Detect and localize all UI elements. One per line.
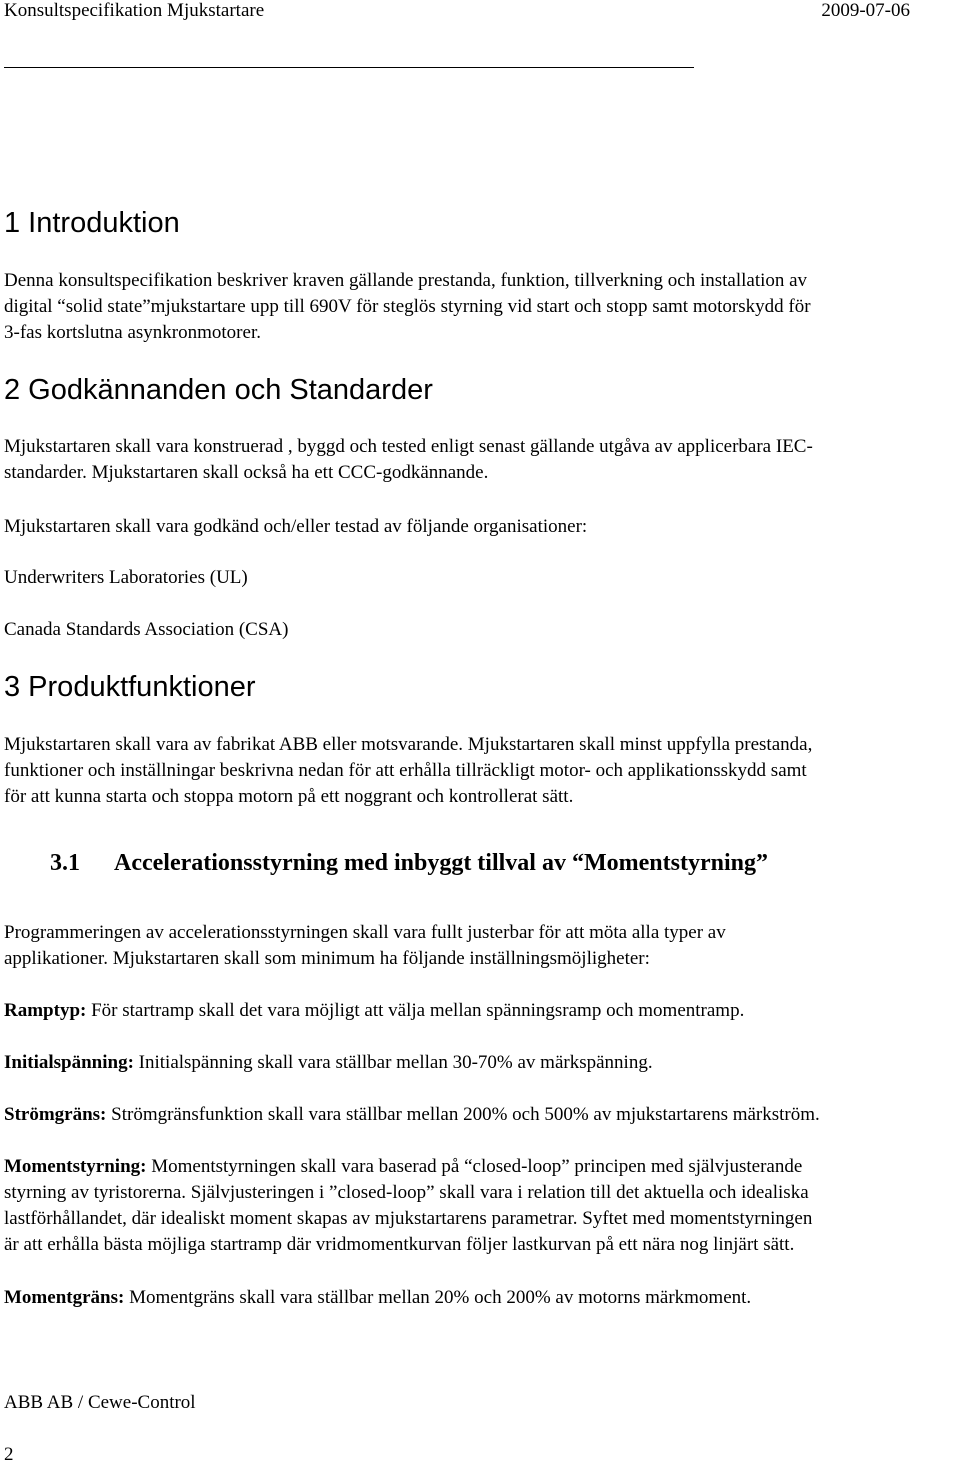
paragraph-line: styrning av tyristorerna. Självjusteringen i ”closed-loop” skall vara i relation till det aktuella och idealiska [4,1182,809,1203]
stromgrans-text: Strömgränsfunktion skall vara ställbar mellan 200% och 500% av mjukstartarens märkström. [106,1104,820,1125]
organisation-ul: Underwriters Laboratories (UL) [4,567,248,588]
section-1-paragraph [4,268,811,346]
ramptyp-text: För startramp skall det vara möjligt att välja mellan spänningsramp och momentramp. [86,1000,745,1021]
section-3-1-heading: Accelerationsstyrning med inbyggt tillval av “Momentstyrning” [114,850,768,876]
momentstyrning-item [4,1154,812,1258]
organisation-csa: Canada Standards Association (CSA) [4,619,289,640]
initialspanning-item [4,1050,653,1076]
page-number: 2 [4,1444,14,1465]
footer-company: ABB AB / Cewe-Control [4,1392,196,1413]
paragraph-line: funktioner och inställningar beskrivna nedan för att erhålla tillräckligt motor- och applikationsskydd samt [4,760,807,781]
stromgrans-item [4,1102,820,1128]
momentgrans-text: Momentgräns skall vara ställbar mellan 20% och 200% av motorns märkmoment. [124,1287,752,1308]
ramptyp-label: Ramptyp: [4,1000,87,1021]
section-3-1-intro [4,920,726,972]
header-title: Konsultspecifikation Mjukstartare [4,0,265,21]
section-2-paragraph-1 [4,434,813,486]
paragraph-line: är att erhålla bästa möjliga startramp där vridmomentkurvan följer lastkurvan på ett nära nog linjärt sätt. [4,1234,795,1255]
paragraph-line: lastförhållandet, där idealiskt moment skapas av mjukstartarens parametrar. Syftet med momentstyrningen [4,1208,813,1229]
paragraph-line: Mjukstartaren skall vara konstruerad , byggd och tested enligt senast gällande utgåva av applicerbara IEC- [4,436,813,457]
section-3-1-number: 3.1 [50,850,80,876]
section-3-paragraph [4,732,812,810]
header-date: 2009-07-06 [821,0,910,21]
section-1-heading: 1 Introduktion [4,207,180,239]
initialspanning-label: Initialspänning: [4,1052,134,1073]
section-2-heading: 2 Godkännanden och Standarder [4,374,433,406]
paragraph-line: applikationer. Mjukstartaren skall som minimum ha följande inställningsmöjligheter: [4,948,650,969]
momentstyrning-label: Momentstyrning: [4,1156,147,1177]
stromgrans-label: Strömgräns: [4,1104,107,1125]
paragraph-line: digital “solid state”mjukstartare upp till 690V för steglös styrning vid start och stopp samt motorskydd för [4,296,811,317]
paragraph-line: för att kunna starta och stoppa motorn på ett noggrant och kontrollerat sätt. [4,786,574,807]
ramptyp-item [4,998,744,1024]
section-2-paragraph-2: Mjukstartaren skall vara godkänd och/eller testad av följande organisationer: [4,516,588,537]
paragraph-line: Programmeringen av accelerationsstyrningen skall vara fullt justerbar för att möta alla typer av [4,922,726,943]
initialspanning-text: Initialspänning skall vara ställbar mellan 30-70% av märkspänning. [133,1052,653,1073]
paragraph-line [4,1154,812,1180]
momentstyrning-text: Momentstyrningen skall vara baserad på “closed-loop” principen med självjusterande [146,1156,803,1177]
paragraph-line: standarder. Mjukstartaren skall också ha ett CCC-godkännande. [4,462,489,483]
momentgrans-label: Momentgräns: [4,1287,125,1308]
paragraph-line: Mjukstartaren skall vara av fabrikat ABB eller motsvarande. Mjukstartaren skall minst uppfylla prestanda, [4,734,813,755]
momentgrans-item [4,1285,751,1311]
paragraph-line: 3-fas kortslutna asynkronmotorer. [4,322,261,343]
paragraph-line: Denna konsultspecifikation beskriver kraven gällande prestanda, funktion, tillverkning och installation av [4,270,808,291]
header-rule [4,67,694,68]
section-3-heading: 3 Produktfunktioner [4,671,256,703]
